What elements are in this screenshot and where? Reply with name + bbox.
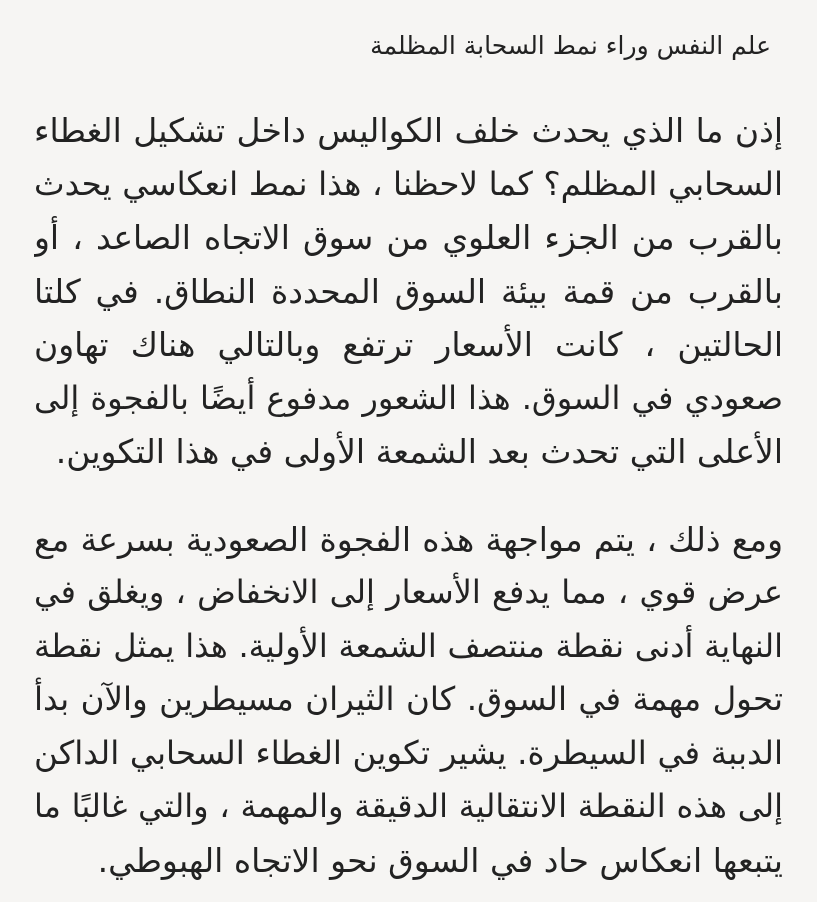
text-line: يتبعها انعكاس حاد في السوق نحو الاتجاه الهبوطي. (97, 840, 783, 880)
paragraph-2 (34, 513, 783, 888)
text-line: الدببة في السيطرة. يشير تكوين الغطاء السحابي الداكن (34, 733, 783, 772)
text-line: السحابي المظلم؟ كما لاحظنا ، هذا نمط انعكاسي يحدث (34, 164, 783, 203)
text-line: عرض قوي ، مما يدفع الأسعار إلى الانخفاض ، ويغلق في (34, 573, 783, 611)
text-line: النهاية أدنى نقطة منتصف الشمعة الأولية. هذا يمثل نقطة (34, 626, 783, 665)
page-title: علم النفس وراء نمط السحابة المظلمة (370, 31, 771, 60)
text-line: إذن ما الذي يحدث خلف الكواليس داخل تشكيل الغطاء (34, 111, 783, 150)
paragraph-1 (34, 104, 783, 479)
text-line: ومع ذلك ، يتم مواجهة هذه الفجوة الصعودية بسرعة مع (34, 519, 783, 559)
text-line: صعودي في السوق. هذا الشعور مدفوع أيضًا بالفجوة إلى (34, 378, 783, 417)
text-line: بالقرب من الجزء العلوي من سوق الاتجاه الصاعد ، أو (34, 218, 783, 257)
text-line: إلى هذه النقطة الانتقالية الدقيقة والمهمة ، والتي غالبًا ما (34, 787, 783, 825)
text-line: تحول مهمة في السوق. كان الثيران مسيطرين والآن بدأ (34, 680, 783, 718)
text-line: الحالتين ، كانت الأسعار ترتفع وبالتالي هناك تهاون (34, 325, 783, 364)
text-line: الأعلى التي تحدث بعد الشمعة الأولى في هذا التكوين. (55, 432, 783, 471)
text-line: بالقرب من قمة بيئة السوق المحددة النطاق. في كلتا (34, 271, 783, 311)
